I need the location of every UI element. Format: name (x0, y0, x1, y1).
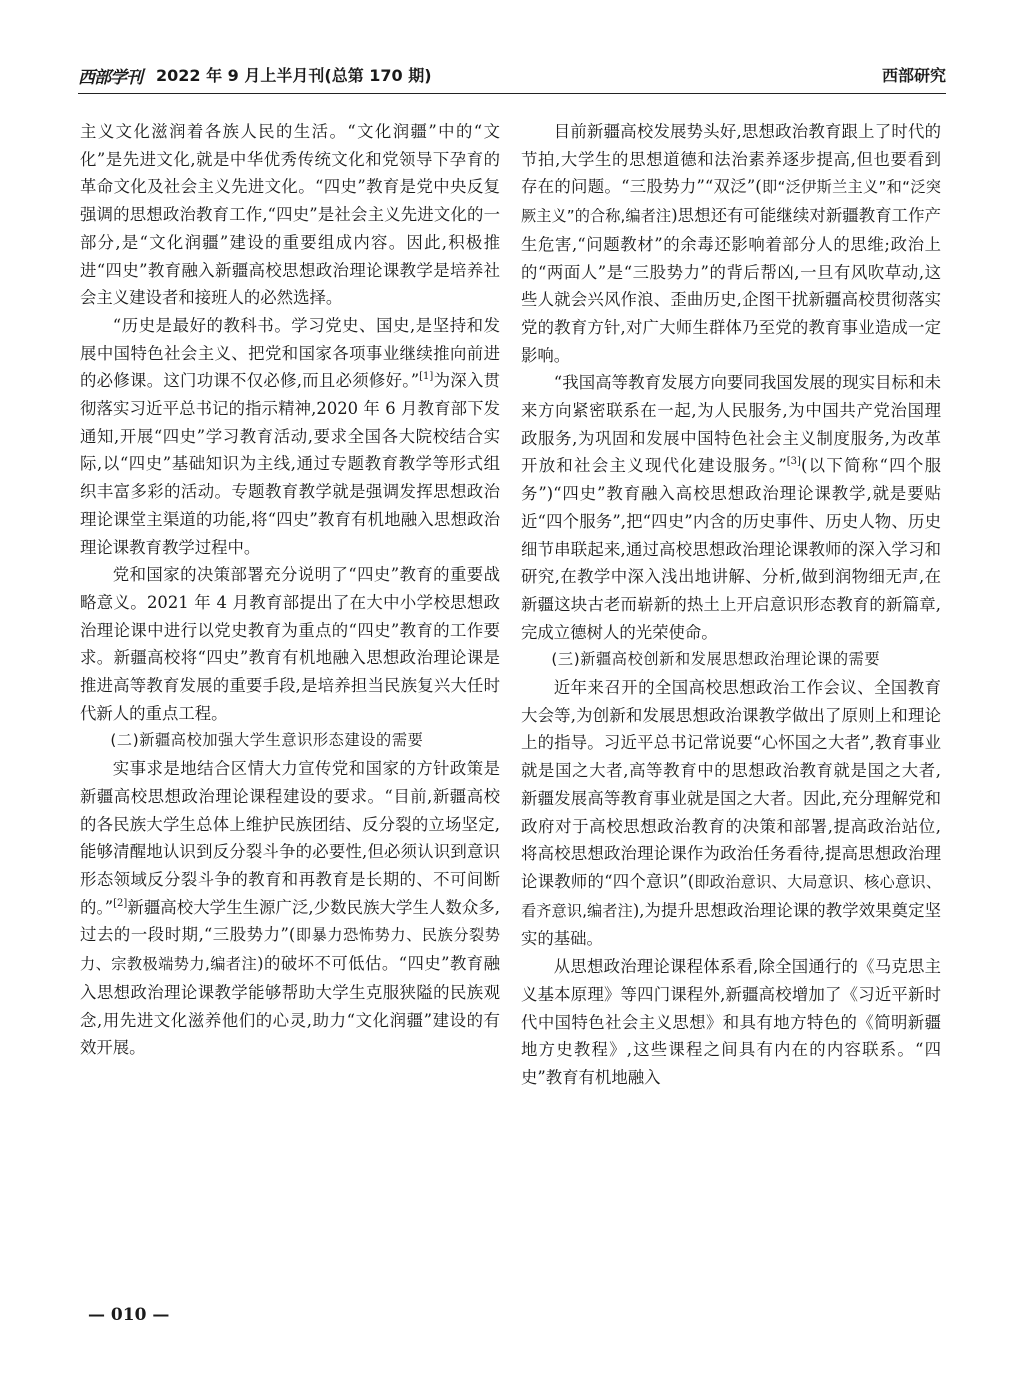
citation-ref: [1] (419, 371, 434, 383)
section-title: 西部研究 (881, 66, 946, 85)
right-column (521, 118, 941, 1092)
paragraph: 从思想政治理论课程体系看,除全国通行的《马克思主义基本原理》等四门课程外,新疆高校增加了《习近平新时代中国特色社会主义思想》和具有地方特色的《简明新疆地方史教程》,这些课程之间具有内在的内容联系。“四史”教育有机地融入 (521, 957, 941, 1087)
left-column (80, 118, 500, 1062)
citation-ref: [3] (786, 456, 801, 468)
journal-logo: 西部学刊 (78, 68, 142, 88)
subsection-heading: (三)新疆高校创新和发展思想政治理论课的需要 (551, 650, 881, 669)
header-rule (78, 93, 946, 94)
page-header (78, 62, 946, 92)
subsection-heading: (二)新疆高校加强大学生意识形态建设的需要 (110, 731, 424, 750)
page-number: — 010 — (88, 1305, 170, 1325)
paragraph: 主义文化滋润着各族人民的生活。“文化润疆”中的“文化”是先进文化,就是中华优秀传统文化和党领导下孕育的革命文化及社会主义先进文化。“四史”教育是党中央反复强调的思想政治教育工作,“四史”是社会主义先进文化的一部分,是“文化润疆”建设的重要组成内容。因此,积极推进“四史”教育融入新疆高校思想政治理论课教学是培养社会主义建设者和接班人的必然选择。 (80, 122, 500, 308)
editor-note: 即政治意识、大局意识、核心意识、看齐意识,编者注 (521, 872, 942, 920)
paragraph: 目前新疆高校发展势头好,思想政治教育跟上了时代的节拍,大学生的思想道德和法治素养逐步提高,但也要看到存在的问题。“三股势力”“双泛”(即“泛伊斯兰主义”和“泛突厥主义”的合称,编者注)思想还有可能继续对新疆教育工作产生危害,“问题教材”的余毒还影响着部分人的思维;政治上的“两面人”是“三股势力”的背后帮凶,一旦有风吹草动,这些人就会兴风作浪、歪曲历史,企图干扰新疆高校贯彻落实党的教育方针,对广大师生群体乃至党的教育事业造成一定影响。 (521, 122, 941, 365)
issue-info: 2022 年 9 月上半月刊(总第 170 期) (156, 66, 432, 85)
paragraph: 实事求是地结合区情大力宣传党和国家的方针政策是新疆高校思想政治理论课程建设的要求。“目前,新疆高校的各民族大学生总体上维护民族团结、反分裂的立场坚定,能够清醒地认识到反分裂斗争的必要性,但必须认识到意识形态领域反分裂斗争的教育和再教育是长期的、不可间断的。”[2]新疆高校大学生生源广泛,少数民族大学生人数众多,过去的一段时期,“三股势力”(即暴力恐怖势力、民族分裂势力、宗教极端势力,编者注)的破坏不可低估。“四史”教育融入思想政治理论课教学能够帮助大学生克服狭隘的民族观念,用先进文化滋养他们的心灵,助力“文化润疆”建设的有效开展。 (80, 759, 500, 1058)
citation-ref: [2] (113, 897, 128, 909)
paragraph: “我国高等教育发展方向要同我国发展的现实目标和未来方向紧密联系在一起,为人民服务,为中国共产党治国理政服务,为巩固和发展中国特色社会主义制度服务,为改革开放和社会主义现代化建设服务。”[3](以下简称“四个服务”)“四史”教育融入高校思想政治理论课教学,就是要贴近“四个服务”,把“四史”内含的历史事件、历史人物、历史细节串联起来,通过高校思想政治理论课教师的深入学习和研究,在教学中深入浅出地讲解、分析,做到润物细无声,在新疆这块古老而崭新的热土上开启意识形态教育的新篇章,完成立德树人的光荣使命。 (521, 373, 941, 642)
paragraph: “历史是最好的教科书。学习党史、国史,是坚持和发展中国特色社会主义、把党和国家各项事业继续推向前进的必修课。这门功课不仅必修,而且必须修好。”[1]为深入贯彻落实习近平总书记的指示精神,2020 年 6 月教育部下发通知,开展“四史”学习教育活动,要求全国各大院校结合实际,以“四史”基础知识为主线,通过专题教育教学等形式组织丰富多彩的活动。专题教育教学就是强调发挥思想政治理论课堂主渠道的功能,将“四史”教育有机地融入思想政治理论课教育教学过程中。 (80, 315, 501, 557)
editor-note: 即“泛伊斯兰主义”和“泛突厥主义”的合称,编者注 (521, 178, 941, 226)
paragraph: 党和国家的决策部署充分说明了“四史”教育的重要战略意义。2021 年 4 月教育部提出了在大中小学校思想政治理论课中进行以党史教育为重点的“四史”教育的工作要求。新疆高校将“四史”教育有机地融入思想政治理论课是推进高等教育发展的重要手段,是培养担当民族复兴大任时代新人的重点工程。 (80, 565, 500, 723)
paragraph: 近年来召开的全国高校思想政治工作会议、全国教育大会等,为创新和发展思想政治课教学做出了原则上和理论上的指导。习近平总书记常说要“心怀国之大者”,教育事业就是国之大者,高等教育中的思想政治教育就是国之大者,新疆发展高等教育事业就是国之大者。因此,充分理解党和政府对于高校思想政治教育的决策和部署,提高政治站位,将高校思想政治理论课作为政治任务看待,提高思想政治理论课教师的“四个意识”(即政治意识、大局意识、核心意识、看齐意识,编者注),为提升思想政治理论课的教学效果奠定坚实的基础。 (521, 678, 942, 949)
editor-note: 即暴力恐怖势力、民族分裂势力、宗教极端势力,编者注 (80, 926, 500, 974)
